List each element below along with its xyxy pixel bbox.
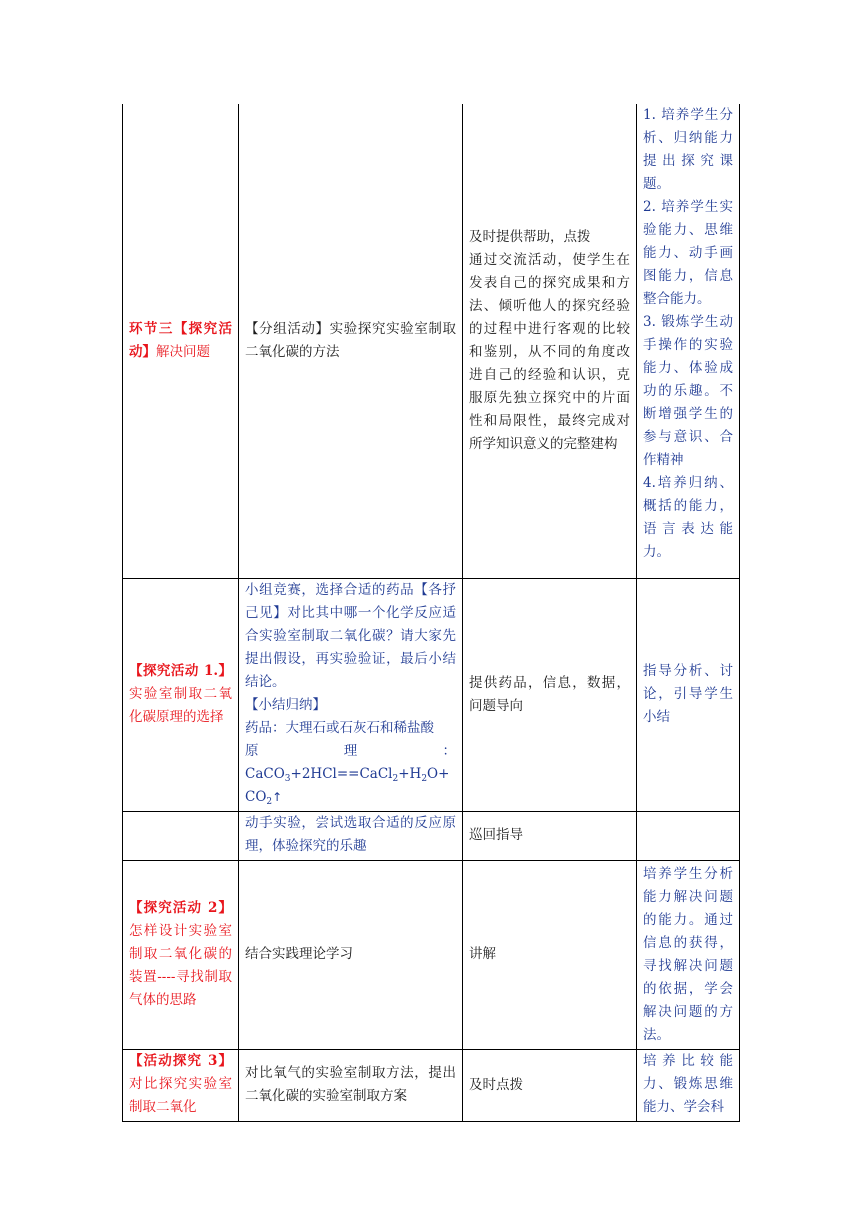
- student-activity-cell: [239, 104, 463, 578]
- stage-cell: [123, 578, 239, 811]
- design-intent-cell: [637, 811, 740, 860]
- student-activity-cell: [239, 578, 463, 811]
- lesson-plan-table: [122, 104, 740, 1122]
- table-row: [123, 104, 740, 578]
- stage-subtitle: 实验室制取二氧化碳原理的选择: [129, 686, 232, 725]
- student-activity-cell: [239, 860, 463, 1049]
- stage-subtitle: 解决问题: [156, 343, 210, 360]
- reaction-equation-cont: $CO_2↑$: [245, 788, 283, 807]
- student-activity-cell: [239, 811, 463, 860]
- principle-label-b: 理: [343, 742, 358, 759]
- teacher-activity-line: 及时提供帮助，点拨: [469, 228, 591, 245]
- teacher-activity-text: 提供药品，信息，数据，问题导向: [469, 674, 630, 714]
- stage-title: 环节三【探究活动】: [129, 320, 232, 360]
- design-intent-text: 指导分析、讨论，引导学生小结: [643, 663, 733, 725]
- design-intent-item: 1. 培养学生分析、归纳能力提出探究课题。: [643, 107, 733, 192]
- table-row: [123, 578, 740, 811]
- design-intent-item: 3. 锻炼学生动手操作的实验能力、体验成功的乐趣。不断增强学生的参与意识、合作精神: [643, 314, 733, 468]
- teacher-activity-cell: [463, 578, 637, 811]
- stage-cell: [123, 811, 239, 860]
- teacher-activity-cell: [463, 860, 637, 1049]
- design-intent-cell: [637, 1049, 740, 1121]
- gas-arrow-icon: ↑: [272, 789, 283, 804]
- teacher-activity-cell: [463, 104, 637, 578]
- teacher-activity-line: 通过交流活动，使学生在发表自己的探究成果和方法、倾听他人的探究经验的过程中进行客观的比较和鉴别，从不同的角度改进自己的经验和认识，克服原先独立探究中的片面性和局限性，最终完成对所学知识意义的完整建构: [469, 251, 630, 452]
- stage-subtitle: 对比探究实验室制取二氧化: [129, 1075, 232, 1115]
- stage-title: 【探究活动 2】: [129, 900, 232, 916]
- stage-title: 【探究活动 1.】: [129, 663, 232, 679]
- design-intent-item: 4.培养归纳、概括的能力，语言表达能力。: [643, 475, 733, 560]
- teacher-activity-cell: [463, 1049, 637, 1121]
- principle-label-a: 原: [245, 742, 259, 759]
- principle-colon: ：: [442, 742, 456, 759]
- design-intent-text: 培养学生分析能力解决问题的能力。通过信息的获得，寻找解决问题的依据，学会解决问题的方法。: [643, 865, 733, 1043]
- student-activity-text: 动手实验，尝试选取合适的反应原理，体验探究的乐趣: [245, 814, 456, 854]
- student-activity-text: 【分组活动】实验探究实验室制取二氧化碳的方法: [245, 320, 456, 360]
- table-row: [123, 1049, 740, 1121]
- stage-cell: [123, 860, 239, 1049]
- stage-cell: [123, 104, 239, 578]
- drugs-text: 药品：大理石或石灰石和稀盐酸: [245, 719, 434, 736]
- design-intent-cell: [637, 104, 740, 578]
- student-activity-text: 对比氧气的实验室制取方法，提出二氧化碳的实验室制取方案: [245, 1065, 456, 1104]
- student-activity-cell: [239, 1049, 463, 1121]
- teacher-activity-text: 巡回指导: [469, 827, 523, 843]
- teacher-activity-text: 讲解: [469, 946, 496, 962]
- design-intent-text: 培养比较能力、锻炼思维能力、学会科: [643, 1052, 733, 1115]
- student-activity-text: 结合实践理论学习: [245, 946, 353, 962]
- stage-title: 【活动探究 3】: [129, 1052, 232, 1069]
- stage-subtitle: 怎样设计实验室制取二氧化碳的装置----寻找制取气体的思路: [129, 923, 232, 1008]
- stage-cell: [123, 1049, 239, 1121]
- student-activity-intro: 小组竞赛，选择合适的药品【各抒己见】对比其中哪一个化学反应适合实验室制取二氧化碳？请大家先提出假设，再实验验证，最后小结结论。: [245, 581, 456, 690]
- design-intent-cell: [637, 578, 740, 811]
- reaction-equation: $CaCO_3+2HCl==CaCl_2+H_2O+$: [245, 765, 450, 784]
- table-row: [123, 811, 740, 860]
- design-intent-item: 2. 培养学生实验能力、思维能力、动手画图能力，信息整合能力。: [643, 199, 733, 307]
- teacher-activity-cell: [463, 811, 637, 860]
- design-intent-cell: [637, 860, 740, 1049]
- summary-label: 【小结归纳】: [245, 696, 326, 713]
- table-row: [123, 860, 740, 1049]
- principle-label: [245, 740, 456, 763]
- teacher-activity-text: 及时点拨: [469, 1076, 523, 1093]
